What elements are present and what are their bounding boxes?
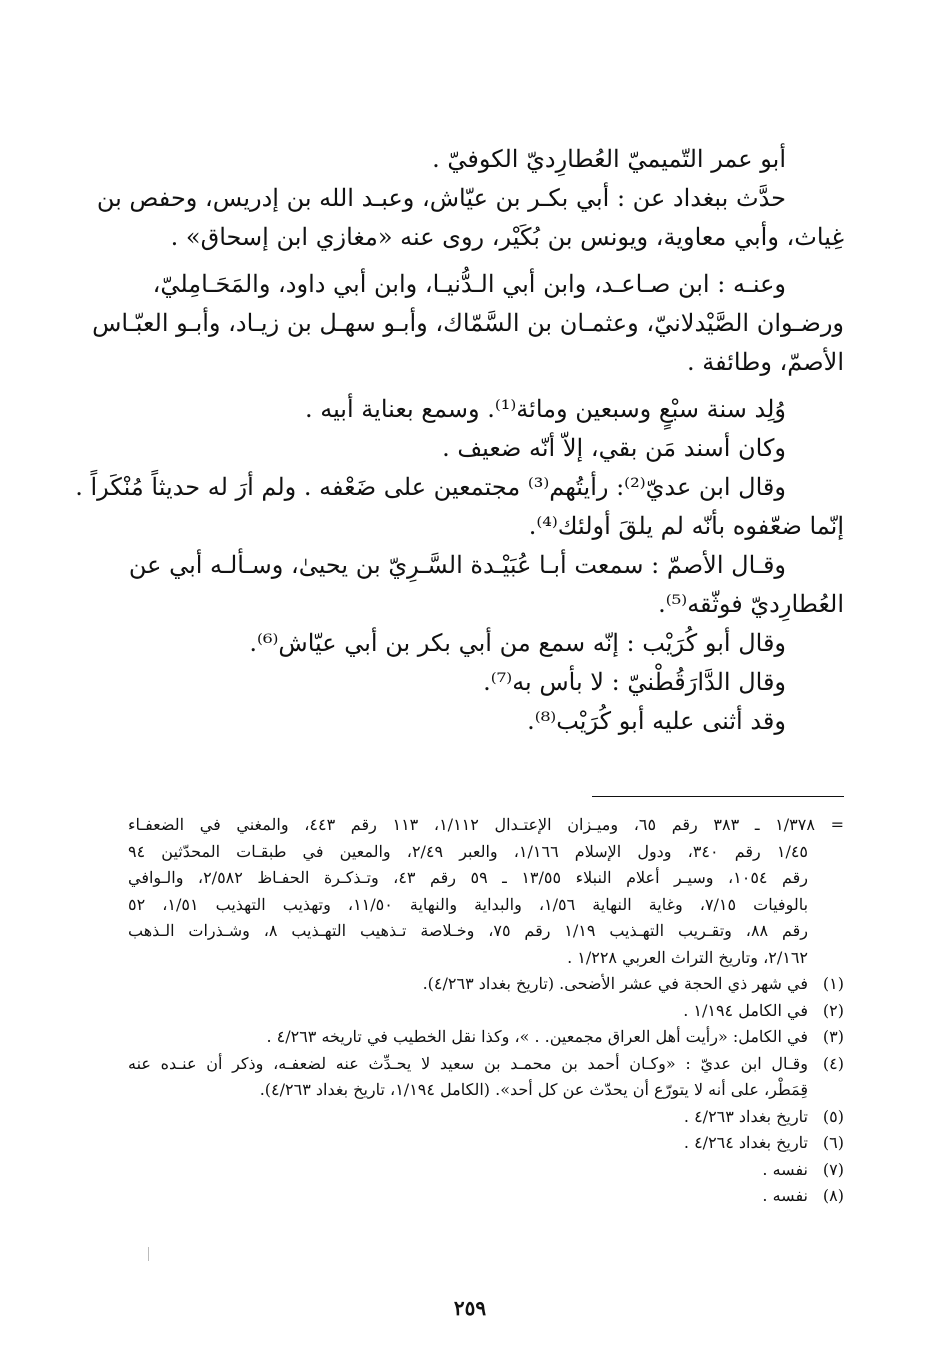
footnote-4-continuation: قِمَطْر، على أنه لا يتورّع أن يحدّث عن كل أحد». (الكامل ١/١٩٤، تاريخ بغداد ٤/٢٦٣). bbox=[259, 1080, 808, 1099]
footnote-carry-line: ١/٤٥ رقم ٣٤٠، ودول الإسلام ١/١٦٦، والعبر ٢/٤٩، والمعين في طبقـات المحدّثين ٩٤ bbox=[128, 841, 809, 861]
footnote-text: تاريخ بغداد ٤/٢٦٤ . bbox=[683, 1133, 808, 1152]
main-line: الأصمّ، وطائفة . bbox=[686, 348, 844, 376]
footnote-4 bbox=[128, 1051, 844, 1078]
footnote-carry-line: رقم ٨٨، وتقـريب التهـذيب ١/١٩ رقم ٧٥، وخـلاصة تـذهيب التهـذيب ٨، وشـذرات الـذهب bbox=[128, 921, 809, 940]
footnote-mark: (٣) bbox=[822, 1027, 844, 1046]
page-number: ٢٥٩ bbox=[453, 1296, 487, 1320]
footnote-text: في الكامل ١/١٩٤ . bbox=[683, 1000, 808, 1020]
main-line: وكان أسند مَن بقي، إلاّ أنّه ضعيف . bbox=[442, 434, 786, 462]
footnote-7 bbox=[128, 1157, 844, 1184]
footnote-text: تاريخ بغداد ٤/٢٦٣ . bbox=[683, 1106, 808, 1126]
footnote-mark: (٦) bbox=[822, 1133, 844, 1152]
main-line: وقال الدَّارَقُطْنيّ : لا بأس به⁽⁷⁾. bbox=[483, 668, 786, 696]
footnote-carry-line: بالوفيات ٧/١٥، وغاية النهاية ١/٥٦، والبداية والنهاية ١١/٥٠، وتهذيب التهذيب ١/٥١، ٥٢ bbox=[128, 894, 809, 914]
footnote-text: في الكامل: «رأيت أهل العراق مجمعين. . »، وكذا نقل الخطيب في تاريخه ٤/٢٦٣ . bbox=[266, 1027, 808, 1046]
main-line: وقال أبو كُرَيْب : إنّه سمع من أبي بكر بن أبي عيّاش⁽⁶⁾. bbox=[249, 629, 786, 657]
main-line: وقال ابن عديّ⁽²⁾: رأيتُهم⁽³⁾ مجتمعين على ضَعْفه . ولم أرَ له حديثاً مُنْكَراً . bbox=[75, 473, 786, 501]
footnote-mark: (١) bbox=[822, 974, 844, 993]
main-line: إنّما ضعّفوه بأنّه لم يلقَ أولئك⁽⁴⁾. bbox=[528, 512, 844, 540]
footnote-mark: (٤) bbox=[822, 1053, 844, 1073]
main-line: وقد أثنى عليه أبو كُرَيْب⁽⁸⁾. bbox=[527, 707, 786, 735]
footnote-text: نفسه . bbox=[762, 1159, 808, 1179]
footnote-mark: (٥) bbox=[822, 1106, 844, 1126]
main-line: وقـال الأصمّ : سمعت أبـا عُبَيْـدة السَّـرِيّ بن يحيىٰ، وسـألـه أبي عن bbox=[128, 551, 786, 579]
main-text bbox=[75, 140, 844, 741]
footnote-6 bbox=[128, 1130, 844, 1157]
main-line: حدَّث ببغداد عن : أبي بكـر بن عيّاش، وعبـد الله بن إدريس، وحفص بن bbox=[96, 184, 786, 212]
footnote-text: نفسه . bbox=[762, 1186, 808, 1205]
main-line: وعنـه : ابن صـاعـد، وابن أبي الـدُّنيـا، وابن أبي داود، والمَحَـامِليّ، bbox=[152, 270, 786, 298]
footnote-8 bbox=[128, 1183, 844, 1210]
main-line: غِياث، وأبي معاوية، ويونس بن بُكَيْر، روى عنه «مغازي ابن إسحاق» . bbox=[170, 223, 844, 251]
main-line: أبو عمر التّميميّ العُطارِديّ الكوفيّ . bbox=[432, 145, 786, 173]
footnote-carry-line: ٢/١٦٢، وتاريخ التراث العربي ١/٢٢٨ . bbox=[567, 947, 808, 967]
footnote-text: وقـال ابن عديّ : «وكـان أحمد بن محمـد بن سعيد لا يحـدِّث عنه لضعفـه، وذكر أن عنـده عنه bbox=[128, 1053, 808, 1073]
footnote-2 bbox=[128, 998, 844, 1025]
main-line: ورضـوان الصَّيْدلانيّ، وعثمـان بن السَّمّاك، وأبـو سهـل بن زيـاد، وأبـو العبّـاس bbox=[92, 309, 844, 337]
footnote-carry-line: = ١/٣٧٨ ـ ٣٨٣ رقم ٦٥، وميـزان الإعتـدال ١/١١٢، ١١٣ رقم ٤٤٣، والمغني في الضعفـاء bbox=[128, 815, 844, 834]
footnote-3 bbox=[128, 1024, 844, 1051]
footnote-carry-line: رقم ١٠٥٤، وسيـر أعلام النبلاء ١٣/٥٥ ـ ٥٩ رقم ٤٣، وتـذكـرة الحفـاظ ٢/٥٨٢، والـوافي bbox=[128, 868, 809, 887]
margin-mark bbox=[148, 1247, 149, 1261]
footnote-mark: (٢) bbox=[822, 1000, 844, 1020]
footnote-1 bbox=[128, 971, 844, 998]
footnote-mark: (٧) bbox=[822, 1159, 844, 1179]
footnote-text: في شهر ذي الحجة في عشر الأضحى. (تاريخ بغداد ٤/٢٦٣). bbox=[422, 974, 808, 993]
main-line: العُطارِديّ فوثّقه⁽⁵⁾. bbox=[658, 590, 844, 618]
footnote-separator bbox=[592, 796, 844, 797]
footnote-mark: (٨) bbox=[822, 1186, 844, 1205]
footnotes bbox=[128, 812, 844, 1210]
main-line: وُلِد سنة سبْعٍ وسبعين ومائة⁽¹⁾. وسمع بعناية أبيه . bbox=[304, 395, 786, 423]
footnote-5 bbox=[128, 1104, 844, 1131]
